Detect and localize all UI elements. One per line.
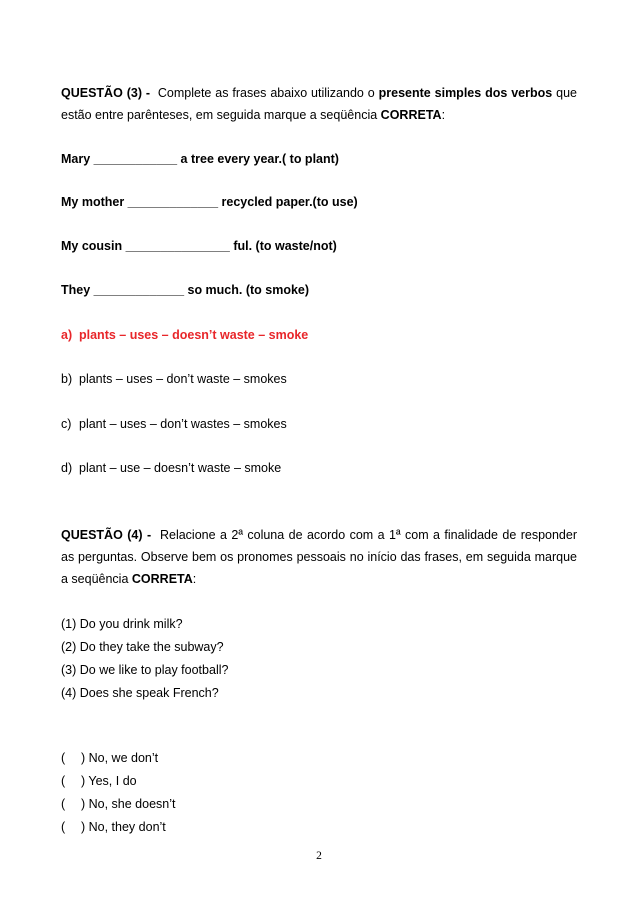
q3-option-a: [61, 326, 308, 344]
answer-text: ) No, she doesn’t: [81, 797, 176, 811]
q4-question: (4) Does she speak French?: [61, 686, 219, 700]
q4-answer: [61, 749, 158, 767]
q4-intro-text: Relacione a 2ª coluna de acordo com a 1ª com a finalidade de responder as perguntas. Observe bem os pronomes pessoais no início das frases, em seguida marque a seqüência: [61, 528, 577, 586]
q3-intro: [61, 82, 577, 126]
q3-option-c: [61, 415, 287, 433]
answer-blank: (: [61, 820, 66, 834]
option-text: plant – uses – don’t wastes – smokes: [79, 417, 287, 431]
option-letter: b): [61, 372, 73, 386]
answer-text: ) Yes, I do: [81, 774, 137, 788]
q3-intro-end: :: [441, 108, 446, 122]
q3-sentence: My mother _____________ recycled paper.(to use): [61, 195, 358, 209]
q3-intro-text-2: que estão entre parênteses, em seguida marque a seqüência: [61, 86, 577, 122]
answer-blank: (: [61, 751, 66, 765]
q4-question: (2) Do they take the subway?: [61, 640, 224, 654]
page-number: 2: [316, 850, 322, 862]
q4-intro-correct: CORRETA: [131, 572, 193, 586]
answer-blank: (: [61, 797, 66, 811]
option-letter: d): [61, 461, 73, 475]
q3-label: QUESTÃO (3) -: [61, 86, 151, 100]
option-letter: a): [61, 328, 73, 342]
q4-intro: [61, 524, 577, 590]
q4-question: (1) Do you drink milk?: [61, 617, 183, 631]
q3-option-b: [61, 370, 287, 388]
q4-answer: [61, 818, 166, 836]
q3-sentence: My cousin _______________ ful. (to waste/not): [61, 239, 337, 253]
q3-intro-correct: CORRETA: [380, 108, 442, 122]
answer-text: ) No, they don’t: [81, 820, 166, 834]
q4-label: QUESTÃO (4) -: [61, 528, 152, 542]
q3-sentence: They _____________ so much. (to smoke): [61, 283, 310, 297]
q3-intro-text-1: Complete as frases abaixo utilizando o: [157, 86, 375, 100]
option-text: plant – use – doesn’t waste – smoke: [79, 461, 282, 475]
option-text: plants – uses – don’t waste – smokes: [79, 372, 287, 386]
q4-question: (3) Do we like to play football?: [61, 663, 229, 677]
answer-text: ) No, we don’t: [81, 751, 159, 765]
answer-blank: (: [61, 774, 66, 788]
q4-answer: [61, 795, 176, 813]
q4-answer: [61, 772, 137, 790]
option-letter: c): [61, 417, 72, 431]
q4-intro-end: :: [192, 572, 197, 586]
q3-intro-bold: presente simples dos verbos: [378, 86, 553, 100]
q3-sentence: Mary ____________ a tree every year.( to plant): [61, 152, 339, 166]
q3-option-d: [61, 459, 281, 477]
option-text: plants – uses – doesn’t waste – smoke: [79, 328, 309, 342]
